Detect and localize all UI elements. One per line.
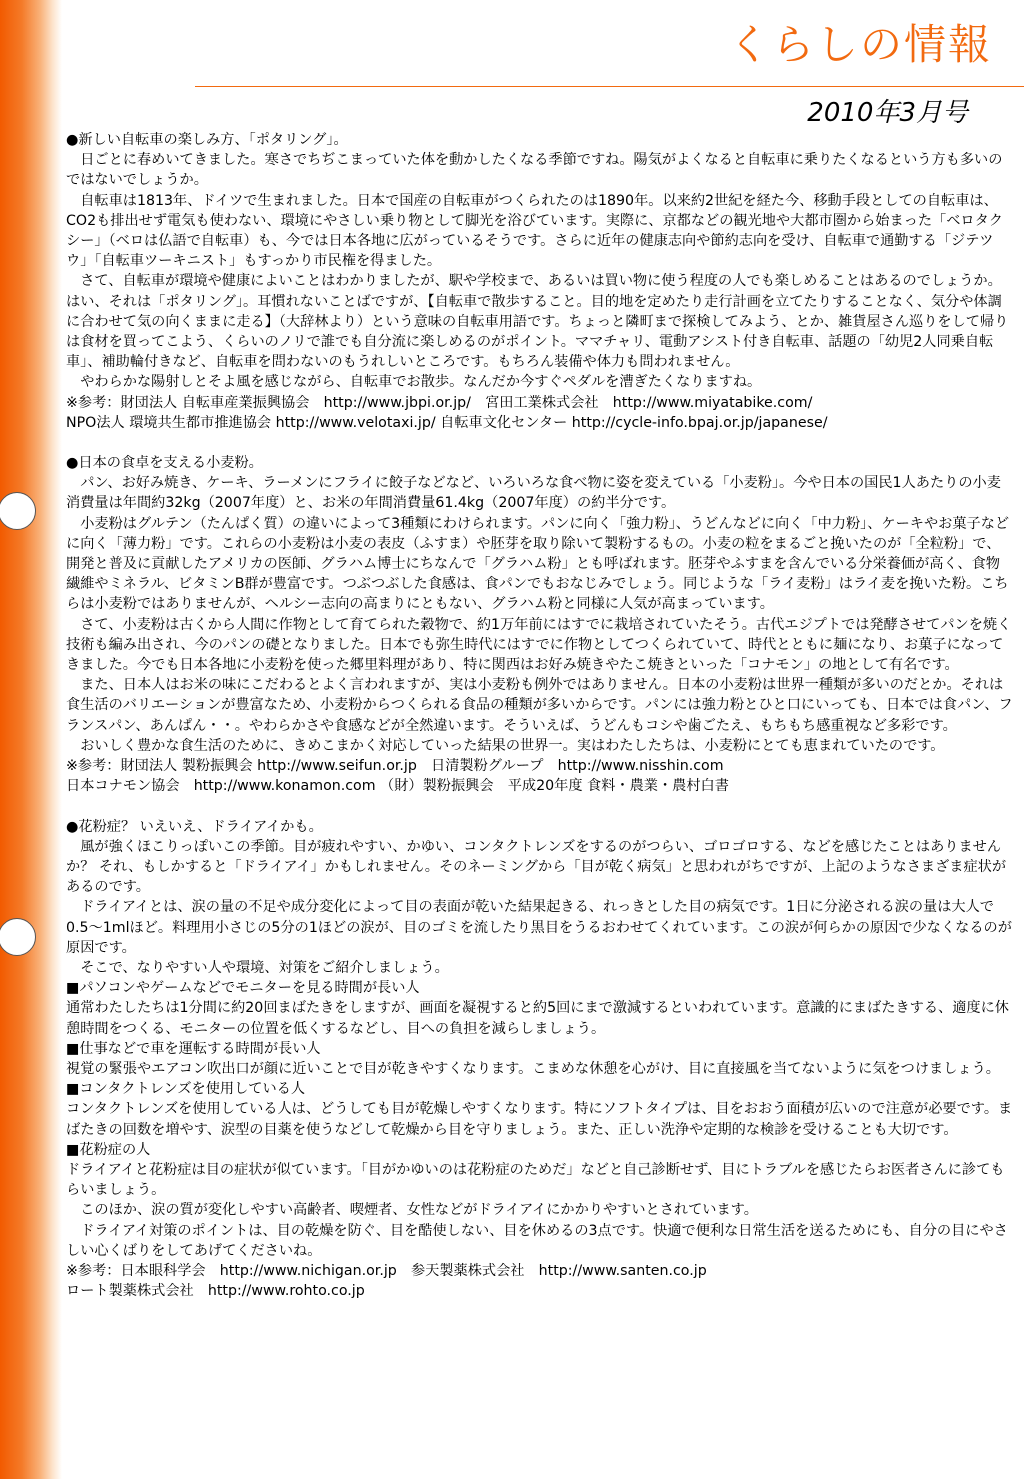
reference-line: ロート製薬株式会社 http://www.rohto.co.jp	[66, 1283, 365, 1300]
paragraph: やわらかな陽射しとそよ風を感じながら、自転車でお散歩。なんだか今すぐペダルを漕ぎたくなりますね。	[80, 374, 762, 391]
section-heading: ●日本の食卓を支える小麦粉。	[66, 455, 263, 472]
section-gap	[66, 433, 1014, 453]
paragraph: ドライアイとは、涙の量の不足や成分変化によって目の表面が乾いた結果起きる、れっきとした目の病気です。1日に分泌される涙の量は大人で0.5〜1mlほど。料理用小さじの5分の1ほどの涙が、目のゴミを流したり黒目をうるおわせてくれています。この涙が何らかの原因で少なくなるのが原因です。	[66, 899, 1012, 956]
paragraph: ドライアイと花粉症は目の症状が似ています。「目がかゆいのは花粉症のためだ」などと自己診断せず、目にトラブルを感じたらお医者さんに診てもらいましょう。	[66, 1161, 1005, 1199]
paragraph: コンタクトレンズを使用している人は、どうしても目が乾燥しやすくなります。特にソフトタイプは、目をおおう面積が広いので注意が必要です。まばたきの回数を増やす、涙型の目薬を使うなどして乾燥から目を守りましょう。また、正しい洗浄や定期的な検診を受けることも大切です。	[66, 1101, 1013, 1138]
paragraph: このほか、涙の質が変化しやすい高齢者、喫煙者、女性などがドライアイにかかりやすいとされています。	[80, 1202, 758, 1219]
article-body	[66, 130, 1014, 1301]
reference-line: ※参考：財団法人 製粉振興会 http://www.seifun.or.jp 日清製粉グループ http://www.nisshin.com	[66, 758, 724, 775]
reference-line: ※参考：日本眼科学会 http://www.nichigan.or.jp 参天製薬株式会社 http://www.santen.co.jp	[66, 1262, 707, 1279]
left-decorative-band	[0, 0, 62, 1479]
paragraph: また、日本人はお米の味にこだわるとよく言われますが、実は小麦粉も例外ではありません。日本の小麦粉は世界一種類が多いのだとか。それは食生活のバリエーションが豊富なため、小麦粉からつくられる食品の種類が多いからです。パンには強力粉とひと口にいっても、日本では食パン、フランスパン、あんぱん・・。やわらかさや食感などが全然違います。そういえば、うどんもコシや歯ごたえ、もちもち感重視など多彩です。	[66, 677, 1013, 734]
subheading: ■パソコンやゲームなどでモニターを見る時間が長い人	[66, 980, 420, 997]
paragraph: おいしく豊かな食生活のために、きめこまかく対応していった結果の世界一。実はわたしたちは、小麦粉にとても恵まれていたのです。	[80, 737, 945, 754]
section-heading: ●新しい自転車の楽しみ方、「ポタリング」。	[66, 132, 348, 148]
paragraph: 通常わたしたちは1分間に約20回まばたきをしますが、画面を凝視すると約5回にまで激減するといわれています。意識的にまばたきする、適度に休憩時間をつくる、モニターの位置を低くするなどし、目への負担を減らしましょう。	[66, 1000, 1009, 1037]
paragraph: そこで、なりやすい人や環境、対策をご紹介しましょう。	[80, 959, 449, 976]
paragraph: 風が強くほこりっぽいこの季節。目が疲れやすい、かゆい、コンタクトレンズをするのがつらい、ゴロゴロする、などを感じたことはありませんか？ それ、もしかすると「ドライアイ」かもしれません。そのネーミングから「目が乾く病気」と思われがちですが、上記のようなさまざま症状があるのです。	[66, 838, 1007, 896]
reference-line: NPO法人 環境共生都市推進協会 http://www.velotaxi.jp/ 自転車文化センター http://cycle-info.bpaj.or.jp/japanese/	[66, 414, 828, 431]
paragraph: パン、お好み焼き、ケーキ、ラーメンにフライに餃子などなど、いろいろな食べ物に姿を変えている「小麦粉」。今や日本の国民1人あたりの小麦消費量は年間約32kg（2007年度）と、お米の年間消費量61.4kg（2007年度）の約半分です。	[66, 475, 1001, 512]
issue-date: 2010年3月号	[807, 98, 968, 128]
paragraph: ドライアイ対策のポイントは、目の乾燥を防ぐ、目を酷使しない、目を休めるの3点です。快適で便利な日常生活を送るためにも、自分の目にやさしい心くばりをしてあげてくださいね。	[66, 1222, 1008, 1259]
reference-line: 日本コナモン協会 http://www.konamon.com （財）製粉振興会 平成20年度 食料・農業・農村白書	[66, 778, 729, 795]
section-heading: ●花粉症？ いえいえ、ドライアイかも。	[66, 818, 323, 835]
subheading: ■花粉症の人	[66, 1141, 151, 1158]
title-underline	[195, 86, 1024, 87]
paragraph: 日ごとに春めいてきました。寒さでちぢこまっていた体を動かしたくなる季節ですね。陽気がよくなると自転車に乗りたくなるという方も多いのではないでしょうか。	[66, 152, 1003, 189]
section-gap	[66, 797, 1014, 817]
page-title: くらしの情報	[727, 20, 992, 69]
reference-line: ※参考：財団法人 自転車産業振興協会 http://www.jbpi.or.jp/ 宮田工業株式会社 http://www.miyatabike.com/	[66, 394, 813, 411]
paragraph: 視覚の緊張やエアコン吹出口が顔に近いことで目が乾きやすくなります。こまめな休憩を心がけ、目に直接風を当てないように気をつけましょう。	[66, 1060, 1000, 1077]
subheading: ■コンタクトレンズを使用している人	[66, 1081, 306, 1098]
paragraph: 小麦粉はグルテン（たんぱく質）の違いによって3種類にわけられます。パンに向く「強力粉」、うどんなどに向く「中力粉」、ケーキやお菓子などに向く「薄力粉」です。これらの小麦粉は小麦の表皮（ふすま）や胚芽を取り除いて製粉するもの。小麦の粒をまるごと挽いたのが「全粒粉」で、開発と普及に貢献したアメリカの医師、グラハム博士にちなんで「グラハム粉」とも呼ばれます。胚芽やふすまを含んでいる分栄養価が高く、食物繊維やミネラル、ビタミンB群が豊富です。つぶつぶした食感は、食パンでもおなじみでしょう。同じような「ライ麦粉」はライ麦を挽いた粉。こちらは小麦粉ではありませんが、ヘルシー志向の高まりにともない、グラハム粉と同様に人気が高まっています。	[66, 515, 1010, 613]
paragraph: 自転車は1813年、ドイツで生まれました。日本で国産の自転車がつくられたのは1890年。以来約2世紀を経た今、移動手段としての自転車は、CO2も排出せず電気も使わない、環境にやさしい乗り物として脚光を浴びています。実際に、京都などの観光地や大都市圏から始まった「ベロタクシー」（ベロは仏語で自転車）も、今では日本各地に広がっているそうです。さらに近年の健康志向や節約志向を受け、自転車で通勤する「ジテツウ」「自転車ツーキニスト」もすっかり市民権を得ました。	[66, 192, 1003, 270]
subheading: ■仕事などで車を運転する時間が長い人	[66, 1040, 321, 1057]
paragraph: さて、自転車が環境や健康によいことはわかりましたが、駅や学校まで、あるいは買い物に使う程度の人でも楽しめることはあるのでしょうか。はい、それは「ポタリング」。耳慣れないことばですが、【自転車で散歩すること。目的地を定めたり走行計画を立てたりすることなく、気分や体調に合わせて気の向くままに走る】（大辞林より）という意味の自転車用語です。ちょっと隣町まで探検してみよう、とか、雑貨屋さん巡りをして帰りは食材を買ってこよう、くらいのノリで誰でも自分流に楽しめるのがポイント。ママチャリ、電動アシスト付き自転車、話題の「幼児2人同乗自転車」、補助輪付きなど、自転車を問わないのもうれしいところです。もちろん装備や体力も問われません。	[66, 273, 1009, 371]
paragraph: さて、小麦粉は古くから人間に作物として育てられた穀物で、約1万年前にはすでに栽培されていたそう。古代エジプトでは発酵させてパンを焼く技術も編み出され、今のパンの礎となりました。日本でも弥生時代にはすでに作物としてつくられていて、時代とともに麺になり、お菓子になってきました。今でも日本各地に小麦粉を使った郷里料理があり、特に関西はお好み焼きやたこ焼きといった「コナモン」の地として有名です。	[66, 616, 1012, 674]
